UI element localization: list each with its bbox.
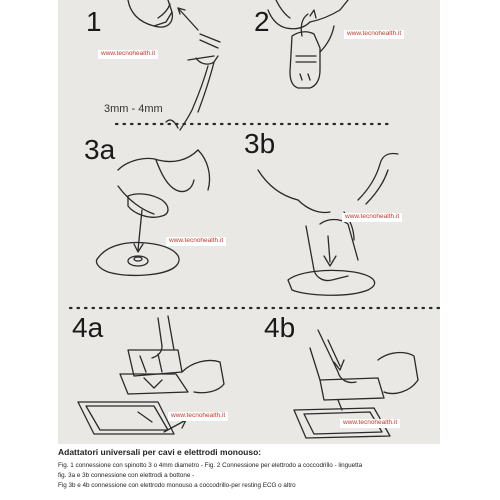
figure-label-1: 1 — [86, 6, 102, 37]
caption-line-2: fig. 3a e 3b connessione con elettrodi a bottone - — [58, 472, 195, 480]
fig3a-drawing — [96, 150, 209, 275]
watermark-fig4a: www.tecnohealth.it — [168, 412, 228, 421]
caption-title: Adattatori universali per cavi e elettrodi monouso: — [58, 447, 262, 457]
measurement-label: 3mm - 4mm — [104, 103, 163, 115]
fig3b-drawing — [258, 153, 398, 295]
line-drawings — [58, 0, 440, 444]
fig2-drawing — [268, 0, 348, 88]
figure-label-3a: 3a — [84, 134, 116, 165]
figure-label-4b: 4b — [264, 312, 296, 343]
instruction-illustration — [58, 0, 440, 444]
watermark-fig2: www.tecnohealth.it — [344, 30, 404, 39]
watermark-fig1: www.tecnohealth.it — [98, 50, 158, 59]
figure-label-3b: 3b — [244, 128, 276, 159]
caption-line-3: Fig 3b e 4b connessione con elettrodo monouso a coccodrillo-per resting ECG o altro — [58, 481, 296, 489]
caption — [58, 448, 488, 491]
figure-label-2: 2 — [254, 6, 270, 37]
watermark-fig3a: www.tecnohealth.it — [166, 237, 226, 246]
caption-line-1: Fig. 1 connessione con spinotto 3 o 4mm diametro - Fig. 2 Connessione per elettrodo a coccodrillo - linguetta — [58, 462, 363, 470]
figure-label-4a: 4a — [72, 312, 104, 343]
watermark-fig4b: www.tecnohealth.it — [340, 419, 400, 428]
watermark-fig3b: www.tecnohealth.it — [342, 213, 402, 222]
